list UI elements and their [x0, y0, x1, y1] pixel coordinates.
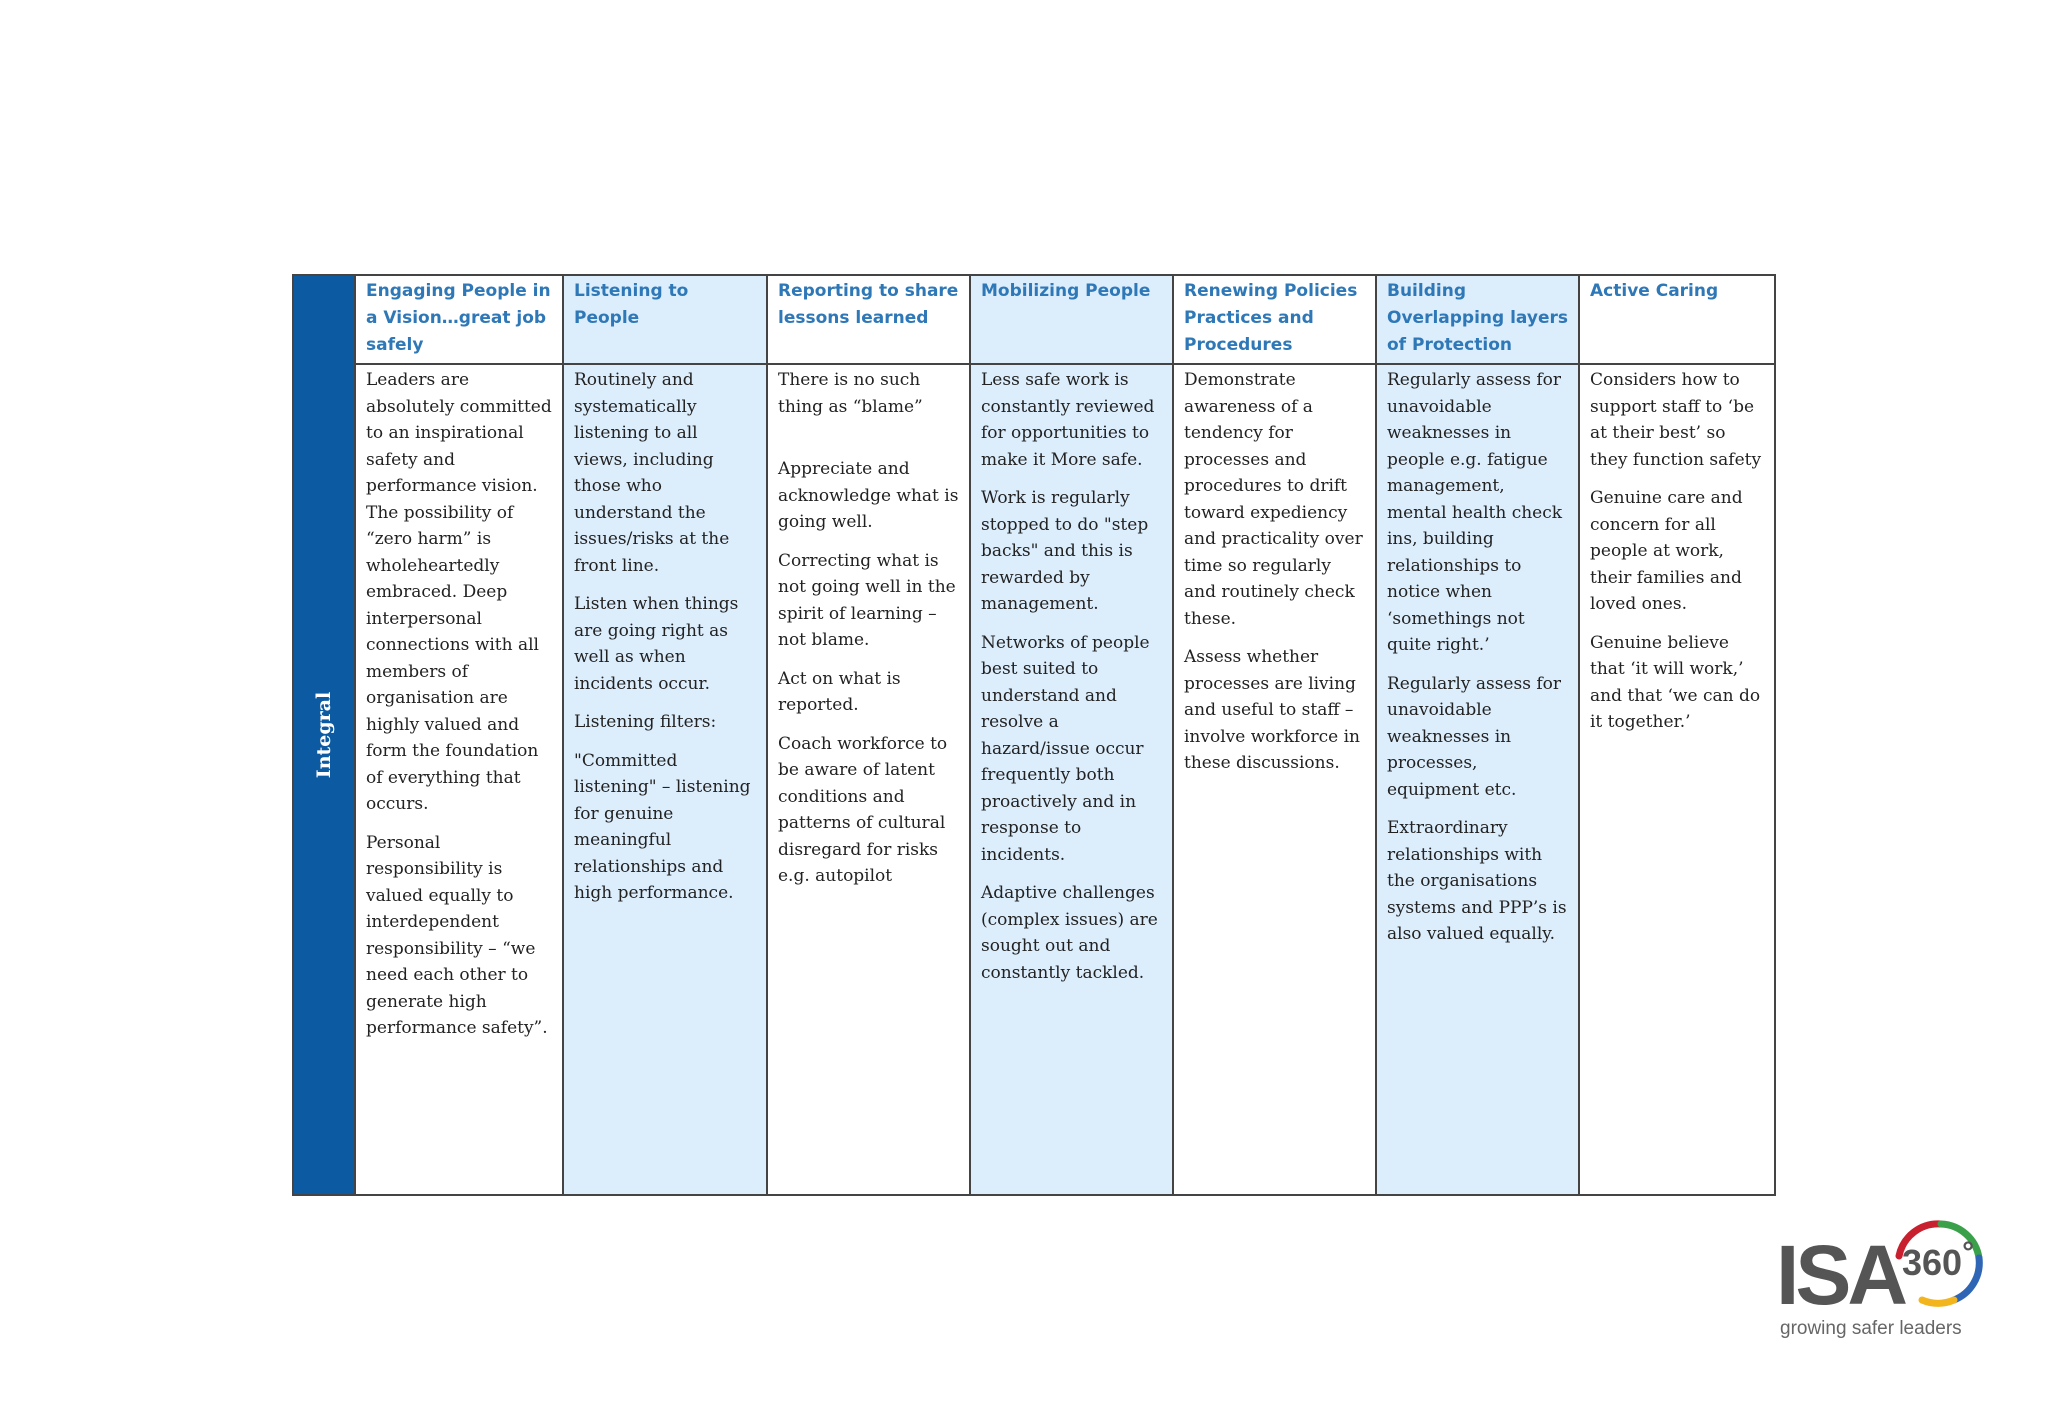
cell-paragraph: Networks of people best suited to understand and resolve a hazard/issue occur frequently both proactively and in response to incidents.	[981, 632, 1150, 865]
header-active-caring	[1579, 275, 1775, 364]
logo-wordmark: ISA	[1776, 1228, 1905, 1322]
cell-paragraph: Work is regularly stopped to do "step backs" and this is rewarded by management.	[981, 488, 1149, 614]
header-mobilizing	[970, 275, 1173, 364]
cell-paragraph: There is no such thing as “blame”	[778, 370, 923, 417]
cell-paragraph: Regularly assess for unavoidable weaknesses in people e.g. fatigue management, mental health check ins, building relationships to notice when ‘somethings not quite right.’	[1387, 370, 1563, 655]
logo-degree: °	[1962, 1236, 1975, 1269]
header-listening	[563, 275, 767, 364]
header-text: Engaging People in a Vision…great job safely	[366, 281, 551, 355]
culture-matrix-table	[292, 274, 1776, 1196]
cell-listening	[563, 364, 767, 1195]
cell-paragraph: Assess whether processes are living and useful to staff – involve workforce in these discussions.	[1184, 647, 1360, 773]
cell-reporting	[767, 364, 970, 1195]
cell-paragraph: Regularly assess for unavoidable weaknesses in processes, equipment etc.	[1387, 673, 1561, 800]
isa360-logo	[1776, 1218, 1992, 1348]
cell-paragraph: Demonstrate awareness of a tendency for processes and procedures to drift toward expediency and practicality over time so regularly and routinely check these.	[1184, 370, 1363, 629]
cell-paragraph: Less safe work is constantly reviewed for opportunities to make it More safe.	[981, 370, 1155, 470]
cell-paragraph: Appreciate and acknowledge what is going well.	[778, 459, 959, 532]
header-text: Renewing Policies Practices and Procedures	[1184, 281, 1358, 355]
logo-number: 360	[1902, 1242, 1963, 1283]
header-text: Reporting to share lessons learned	[778, 281, 959, 328]
cell-paragraph: Leaders are absolutely committed to an inspirational safety and performance vision. The possibility of “zero harm” is wholeheartedly embraced. Deep interpersonal connections with all members of organisation are highly valued and form the foundation of everything that occurs.	[366, 370, 552, 814]
cell-paragraph: Considers how to support staff to ‘be at their best’ so they function safety	[1590, 370, 1762, 470]
cell-paragraph: Personal responsibility is valued equally to interdependent responsibility – “we need each other to generate high performance safety”.	[366, 832, 548, 1038]
header-text: Mobilizing People	[981, 281, 1151, 301]
header-text: Building Overlapping layers of Protection	[1387, 281, 1568, 355]
cell-mobilizing	[970, 364, 1173, 1195]
cell-paragraph: Listen when things are going right as well as when incidents occur.	[574, 594, 739, 694]
header-reporting	[767, 275, 970, 364]
integral-row	[293, 364, 1775, 1195]
cell-overlapping-layers	[1376, 364, 1579, 1195]
cell-paragraph: "Committed listening" – listening for genuine meaningful relationships and high performance.	[574, 750, 751, 903]
cell-paragraph: Act on what is reported.	[778, 668, 901, 715]
logo-tagline: growing safer leaders	[1780, 1318, 1962, 1339]
cell-engaging-people	[355, 364, 563, 1195]
cell-paragraph: Genuine care and concern for all people at work, their families and loved ones.	[1590, 488, 1743, 614]
cell-paragraph: Genuine believe that ‘it will work,’ and that ‘we can do it together.’	[1590, 632, 1761, 732]
logo-number-group	[1902, 1236, 1974, 1284]
cell-paragraph: Coach workforce to be aware of latent conditions and patterns of cultural disregard for risks e.g. autopilot	[778, 733, 948, 886]
integral-side-band	[293, 275, 355, 1195]
cell-renewing-policies	[1173, 364, 1376, 1195]
header-row	[293, 275, 1775, 364]
cell-paragraph: Routinely and systematically listening to all views, including those who understand the issues/risks at the front line.	[574, 370, 730, 576]
cell-paragraph: Listening filters:	[574, 712, 717, 732]
cell-paragraph: Correcting what is not going well in the spirit of learning – not blame.	[778, 550, 956, 650]
cell-paragraph: Adaptive challenges (complex issues) are sought out and constantly tackled.	[981, 883, 1158, 983]
cell-paragraph: Extraordinary relationships with the organisations systems and PPP’s is also valued equally.	[1387, 818, 1567, 944]
cell-active-caring	[1579, 364, 1775, 1195]
header-text: Listening to People	[574, 281, 689, 328]
header-text: Active Caring	[1590, 281, 1719, 301]
header-engaging-people	[355, 275, 563, 364]
header-overlapping-layers	[1376, 275, 1579, 364]
header-renewing-policies	[1173, 275, 1376, 364]
integral-label: Integral	[313, 691, 335, 779]
